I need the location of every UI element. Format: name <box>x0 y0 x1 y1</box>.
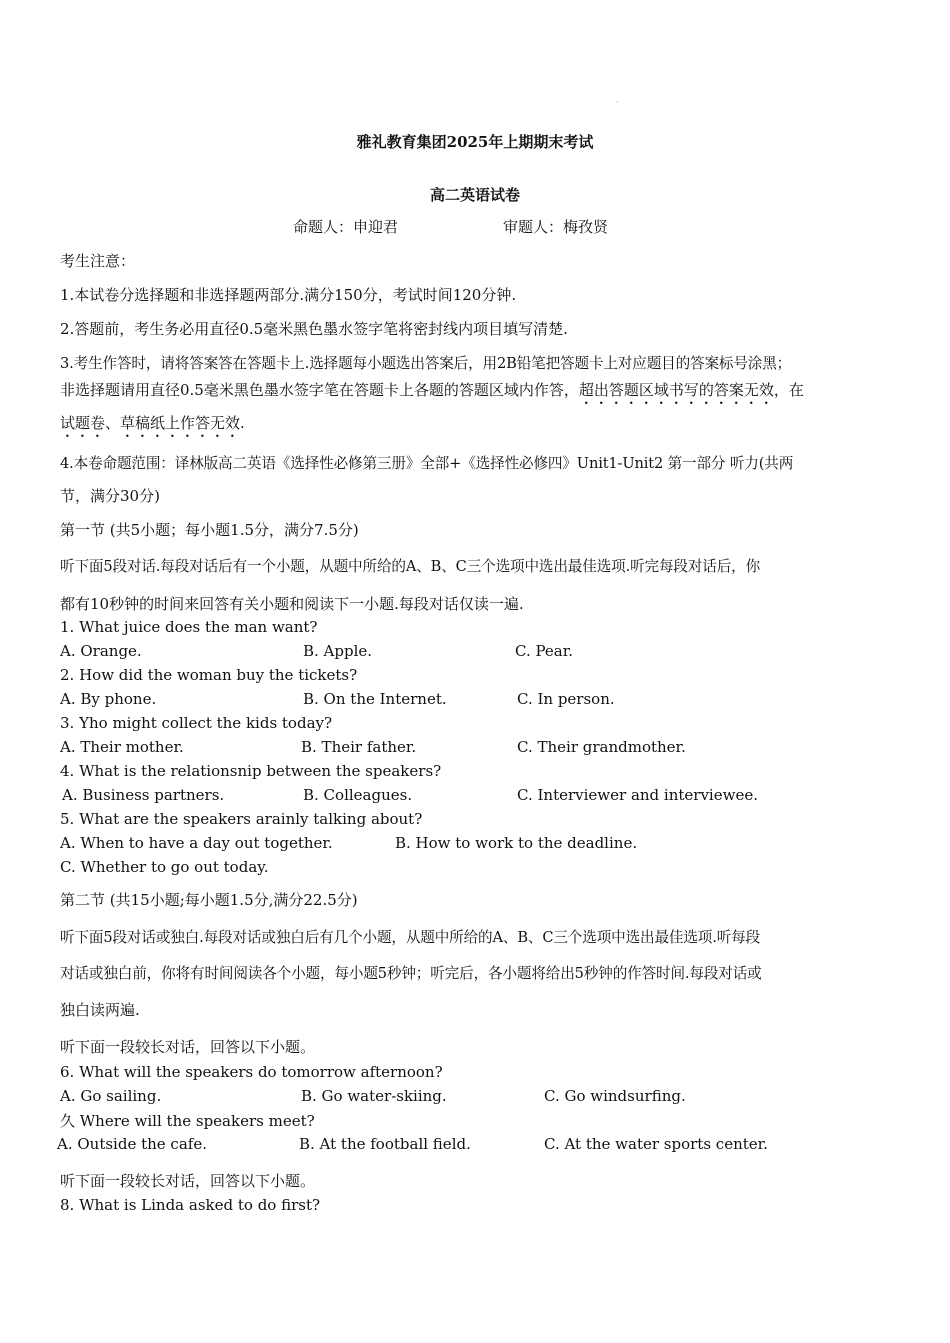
q1-option-b: B. Apple. <box>303 642 373 660</box>
q1-stem: 1. What juice does the man want? <box>60 618 318 636</box>
section-1-instruction-line-1: 听下面5段对话.每段对话后有一个小题，从题中所给的A、B、C三个选项中选出最佳选项.听完每段对话后，你 <box>60 558 761 575</box>
q6-stem: 6. What will the speakers do tomorrow afternoon? <box>60 1063 443 1081</box>
q5-option-c: C. Whether to go out today. <box>60 858 269 876</box>
q7-stem: 久 Where will the speakers meet? <box>60 1112 315 1130</box>
q7-option-c: C. At the water sports center. <box>544 1135 768 1153</box>
q4-stem: 4. What is the relationsnip between the speakers? <box>60 762 442 780</box>
q5-stem: 5. What are the speakers arainly talking about? <box>60 810 423 828</box>
q1-option-a: A. Orange. <box>60 642 142 660</box>
q8-stem: 8. What is Linda asked to do first? <box>60 1196 321 1214</box>
stray-mark: · <box>616 98 619 107</box>
q7-option-a: A. Outside the cafe. <box>57 1135 207 1153</box>
setter: 命题人：申迎君 <box>293 218 399 236</box>
q2-option-c: C. In person. <box>517 690 615 708</box>
q4-option-a: A. Business partners. <box>62 786 225 804</box>
q1-option-c: C. Pear. <box>515 642 574 660</box>
notice-item-3-line-1: 3.考生作答时，请将答案答在答题卡上.选择题每小题选出答案后，用2B铅笔把答题卡上对应题目的答案标号涂黑； <box>60 355 792 372</box>
q5-option-b: B. How to work to the deadline. <box>395 834 638 852</box>
notice-item-3-line-2: 非选择题请用直径0.5毫米黑色墨水签字笔在答题卡上各题的答题区域内作答，超出答题区域书写的答案无效，在 <box>60 381 804 399</box>
q5-option-a: A. When to have a day out together. <box>60 834 333 852</box>
group-1-intro: 听下面一段较长对话，回答以下小题。 <box>60 1038 316 1056</box>
q3-stem: 3. Yho might collect the kids today? <box>60 714 333 732</box>
q2-option-a: A. By phone. <box>60 690 157 708</box>
group-2-intro: 听下面一段较长对话，回答以下小题。 <box>60 1172 316 1190</box>
q2-stem: 2. How did the woman buy the tickets? <box>60 666 358 684</box>
exam-title: 雅礼教育集团2025年上期期末考试 <box>356 133 594 151</box>
q2-option-b: B. On the Internet. <box>303 690 447 708</box>
reviewer: 审题人：梅孜贤 <box>503 218 609 236</box>
section-1-heading: 第一节 (共5小题；每小题1.5分，满分7.5分) <box>60 521 359 539</box>
section-1-instruction-line-2: 都有10秒钟的时间来回答有关小题和阅读下一小题.每段对话仅读一遍. <box>60 595 524 613</box>
q7-option-b: B. At the football field. <box>299 1135 471 1153</box>
section-2-instruction-line-3: 独白读两遍. <box>60 1001 140 1019</box>
q3-option-a: A. Their mother. <box>60 738 184 756</box>
q3-option-c: C. Their grandmother. <box>517 738 686 756</box>
q4-option-c: C. Interviewer and interviewee. <box>517 786 758 804</box>
q6-option-c: C. Go windsurfing. <box>544 1087 686 1105</box>
notice-item-3-line-3: 试题卷、草稿纸上作答无效. <box>60 414 245 432</box>
notice-item-4-line-1: 4.本卷命题范围：译林版高二英语《选择性必修第三册》全部+《选择性必修四》Unit1-Unit2 第一部分 听力(共两 <box>60 455 794 472</box>
q3-option-b: B. Their father. <box>301 738 417 756</box>
q4-option-b: B. Colleagues. <box>303 786 413 804</box>
notice-item-1: 1.本试卷分选择题和非选择题两部分.满分150分，考试时间120分钟. <box>60 286 517 304</box>
q6-option-b: B. Go water-skiing. <box>301 1087 447 1105</box>
section-2-instruction-line-1: 听下面5段对话或独白.每段对话或独白后有几个小题，从题中所给的A、B、C三个选项中选出最佳选项.听每段 <box>60 929 761 946</box>
emphasis-invalid-paper: 试题卷、草稿纸上作答无效 <box>60 414 241 432</box>
notice-item-2: 2.答题前，考生务必用直径0.5毫米黑色墨水签字笔将密封线内项目填写清楚. <box>60 320 568 338</box>
notice-heading: 考生注意： <box>60 252 136 270</box>
q6-option-a: A. Go sailing. <box>60 1087 162 1105</box>
section-2-heading: 第二节 (共15小题;每小题1.5分,满分22.5分) <box>60 891 358 909</box>
notice-item-4-line-2: 节，满分30分) <box>60 487 160 505</box>
section-2-instruction-line-2: 对话或独白前，你将有时间阅读各个小题，每小题5秒钟；听完后，各小题将给出5秒钟的作答时间.每段对话或 <box>60 965 762 982</box>
paper-title: 高二英语试卷 <box>429 186 520 204</box>
emphasis-invalid-answer: 超出答题区域书写的答案无效 <box>578 381 774 399</box>
